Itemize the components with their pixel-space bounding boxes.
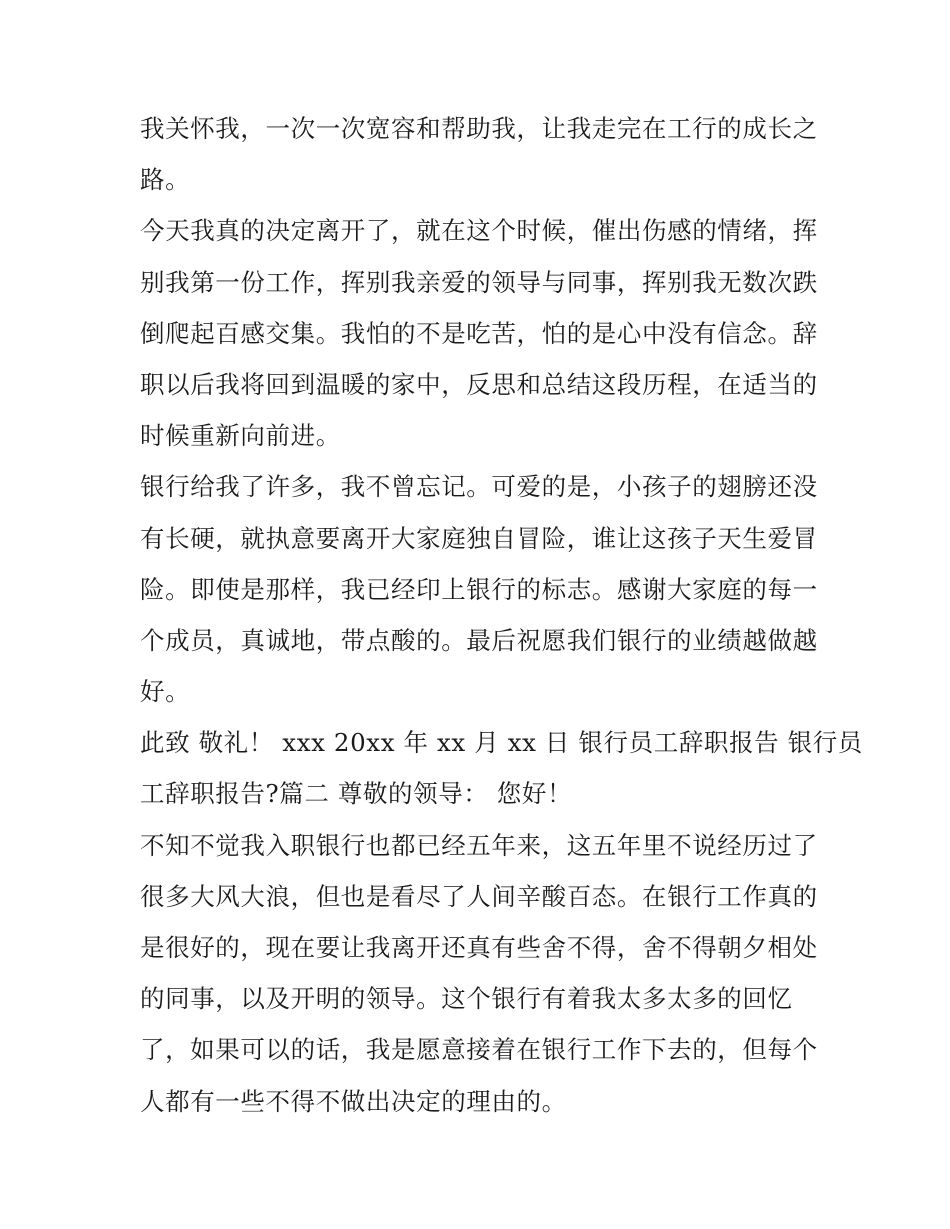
text-line: 别我第一份工作，挥别我亲爱的领导与同事，挥别我无数次跌	[140, 267, 818, 297]
text-line: 不知不觉我入职银行也都已经五年来，这五年里不说经历过了	[140, 830, 818, 860]
text-line: 个成员，真诚地，带点酸的。最后祝愿我们银行的业绩越做越	[140, 625, 818, 655]
text-line: 是很好的，现在要让我离开还真有些舍不得，舍不得朝夕相处	[140, 933, 818, 962]
text-line: 银行给我了许多，我不曾忘记。可爱的是，小孩子的翅膀还没	[140, 472, 818, 502]
text-line: 此致 敬礼！ xxx 20xx 年 xx 月 xx 日 银行员工辞职报告 银行员	[140, 728, 863, 758]
text-line: 险。即使是那样，我已经印上银行的标志。感谢大家庭的每一	[140, 574, 818, 604]
text-line: 今天我真的决定离开了，就在这个时候，催出伤感的情绪，挥	[140, 216, 818, 246]
text-line: 时候重新向前进。	[140, 421, 341, 451]
text-line: 好。	[140, 677, 191, 707]
text-line: 工辞职报告?篇二 尊敬的领导： 您好！	[140, 779, 573, 809]
text-line: 了，如果可以的话，我是愿意接着在银行工作下去的，但每个	[140, 1035, 818, 1065]
text-line: 的同事，以及开明的领导。这个银行有着我太多太多的回忆	[140, 984, 793, 1014]
text-line: 倒爬起百感交集。我怕的不是吃苦，怕的是心中没有信念。辞	[140, 318, 818, 348]
text-line: 职以后我将回到温暖的家中，反思和总结这段历程，在适当的	[140, 369, 818, 399]
text-line: 很多大风大浪，但也是看尽了人间辛酸百态。在银行工作真的	[140, 881, 818, 911]
text-line: 有长硬，就执意要离开大家庭独自冒险，谁让这孩子天生爱冒	[140, 523, 818, 553]
text-line: 人都有一些不得不做出决定的理由的。	[140, 1086, 567, 1116]
text-line: 路。	[140, 165, 191, 195]
document-body	[140, 103, 863, 1127]
text-line: 我关怀我，一次一次宽容和帮助我，让我走完在工行的成长之	[140, 114, 818, 143]
